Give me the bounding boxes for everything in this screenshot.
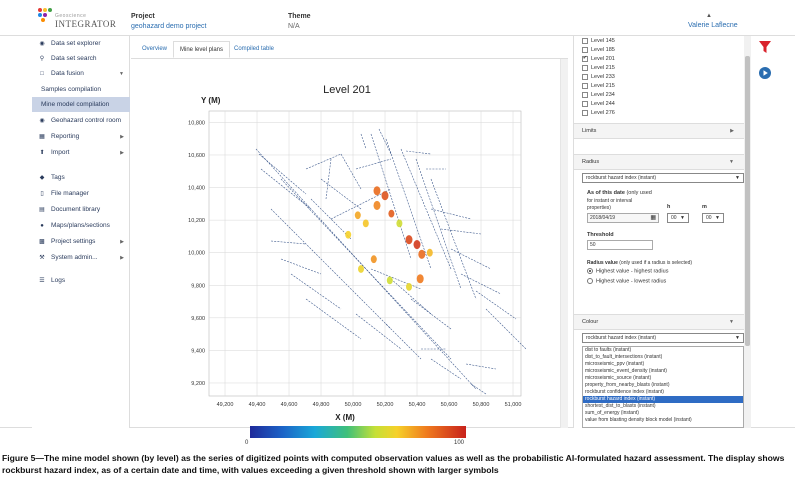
chart-title: Level 201 (323, 84, 371, 96)
tunnel-segment (431, 209, 471, 219)
right-panel (573, 36, 751, 428)
hazard-point (406, 235, 413, 244)
tunnel-segment (471, 384, 486, 394)
x-tick-label: 49,200 (216, 402, 234, 408)
sidebar-item-label: Tags (51, 174, 65, 181)
as-of-date-rest: (only used (626, 190, 652, 196)
hazard-point (396, 219, 402, 227)
hazard-point (363, 219, 369, 227)
tunnel-segment (291, 274, 341, 309)
level-item[interactable] (582, 90, 615, 99)
y-axis-label: Y (M) (201, 96, 221, 105)
sidebar-item-label: Maps/plans/sections (51, 222, 110, 229)
tunnel-segment (281, 259, 321, 274)
hazard-point (417, 274, 424, 283)
sidebar-item-file-manager[interactable] (32, 186, 130, 201)
level-label: Level 233 (591, 73, 615, 80)
tunnel-segment (386, 324, 421, 359)
sidebar-item-label: Import (51, 149, 70, 156)
sidebar-item-label: System admin... (51, 254, 98, 261)
x-axis-label: X (M) (335, 413, 355, 422)
chevron-down-icon: ▼ (680, 215, 685, 221)
search-icon: ⚲ (39, 56, 45, 62)
panel-scrollbar-thumb[interactable] (745, 56, 750, 346)
x-tick-label: 50,000 (344, 402, 362, 408)
tunnel-segment (406, 151, 431, 154)
figure-caption: Figure 5—The mine model shown (by level) as the series of digitized points with computed observation values as well as the probabilistic AI-formulated hazard assessment. The display shows rockburst hazard index, as of a certain date and time, with values exceeding a given threshold shown with larger symbols (2, 453, 785, 475)
checkbox[interactable] (582, 92, 588, 98)
as-of-date-line3: properties) (587, 205, 611, 211)
tunnel-segment (341, 154, 361, 189)
colour-label: Colour (582, 319, 599, 325)
x-tick-label: 50,800 (472, 402, 490, 408)
as-of-date-line2: for instant or interval (587, 198, 633, 204)
x-tick-label: 49,800 (312, 402, 330, 408)
colour-scale-bar (250, 426, 466, 438)
colour-select[interactable] (582, 333, 744, 343)
sidebar-item-project-settings[interactable] (32, 234, 130, 249)
checkbox[interactable] (582, 74, 588, 80)
sidebar-item-system-admin[interactable] (32, 250, 130, 265)
sidebar-item-label: File manager (51, 190, 89, 197)
hazard-point (345, 231, 351, 239)
y-tick-label: 9,600 (191, 315, 205, 322)
radio-highest-radius-label: Highest value - highest radius (596, 268, 669, 275)
sidebar-item-maps-plans-sections[interactable] (32, 218, 130, 233)
sidebar-item-label: Geohazard control room (51, 117, 122, 124)
calendar-icon[interactable]: ▦ (650, 215, 656, 221)
x-tick-label: 50,400 (408, 402, 426, 408)
chart-grid (209, 111, 521, 396)
sidebar-item-label: Samples compilation (41, 86, 101, 93)
y-tick-label: 10,200 (188, 218, 205, 225)
upload-icon: ⬆ (39, 150, 45, 156)
tab-compiled-table[interactable]: Compiled table (234, 46, 275, 52)
threshold-label: Threshold (587, 232, 614, 238)
colour-option[interactable]: sum_of_energy (instant) (585, 410, 639, 416)
tunnel-segment (441, 229, 481, 234)
colour-option[interactable]: dist to faults (instant) (585, 347, 632, 353)
level-plan-chart[interactable] (131, 59, 560, 428)
y-tick-label: 10,000 (188, 250, 205, 257)
logo-dots-icon (38, 8, 54, 26)
logo-word: INTEGRATOR (55, 19, 117, 29)
x-tick-label: 49,600 (280, 402, 298, 408)
colour-scale-max: 100 (454, 440, 465, 446)
tab-overview[interactable]: Overview (142, 46, 168, 52)
colour-scale-min: 0 (245, 440, 249, 446)
level-label: Level 201 (591, 55, 615, 62)
colour-option[interactable]: microseismic_event_density (instant) (585, 368, 667, 374)
chevron-right-icon: ▶ (120, 254, 124, 261)
level-item[interactable] (582, 108, 615, 117)
sidebar-item-label: Reporting (51, 133, 80, 140)
checkbox-checked[interactable]: ✔ (582, 55, 588, 61)
hazard-point (414, 240, 421, 249)
hour-select[interactable] (667, 213, 689, 223)
hour-value: 00 (671, 215, 677, 221)
hazard-point (388, 210, 394, 218)
plot-frame (209, 111, 521, 396)
sidebar-item-document-library[interactable] (32, 202, 130, 217)
colour-option[interactable]: shortest_dist_to_blasts (instant) (585, 403, 656, 409)
colour-section[interactable] (574, 314, 744, 330)
sidebar (32, 36, 130, 428)
hazard-point (387, 276, 393, 284)
colour-options-list[interactable] (582, 346, 744, 428)
hazard-point (358, 265, 364, 273)
radius-value-label (587, 260, 692, 266)
y-tick-label: 9,400 (191, 348, 205, 355)
mine-tunnels (256, 129, 526, 394)
logo-small-text: Geoscience (55, 13, 87, 19)
hazard-point (418, 250, 425, 259)
minute-label: m (702, 204, 707, 210)
play-icon[interactable] (759, 67, 771, 79)
chevron-down-icon: ▼ (729, 159, 734, 165)
top-bar (0, 0, 795, 36)
globe-icon: ◉ (39, 41, 45, 47)
chevron-down-icon: ▼ (715, 215, 720, 221)
radius-section[interactable] (574, 154, 744, 170)
level-item[interactable] (582, 72, 615, 81)
project-label: Project (131, 13, 155, 20)
project-value[interactable]: geohazard demo project (131, 23, 207, 30)
tunnel-segment (321, 179, 361, 209)
colour-option[interactable]: value from blasting density block model (instant) (585, 417, 692, 423)
sidebar-item-label: Data set explorer (51, 40, 101, 47)
book-icon: ▤ (39, 207, 45, 213)
radio-highest-radius[interactable] (587, 268, 668, 274)
tag-icon: ◆ (39, 175, 45, 181)
sidebar-item-tags[interactable] (32, 170, 130, 185)
colour-option[interactable]: microseismic_source (instant) (585, 375, 652, 381)
tunnel-segment (371, 269, 421, 289)
user-name[interactable]: Valerie Laflecne (688, 22, 738, 29)
colour-option[interactable]: dist_to_fault_intersections (instant) (585, 354, 663, 360)
y-tick-label: 9,200 (191, 380, 205, 387)
radius-label: Radius (582, 159, 600, 165)
tunnel-segment (431, 359, 461, 379)
folder-icon: □ (40, 70, 44, 77)
tunnel-segment (356, 314, 401, 349)
hazard-point (374, 186, 381, 195)
level-label: Level 185 (591, 46, 615, 53)
as-of-date-label (587, 190, 652, 196)
tunnel-segment (416, 159, 461, 289)
sidebar-item-import[interactable] (32, 145, 130, 160)
hazard-point (382, 191, 389, 200)
level-label: Level 215 (591, 82, 615, 89)
theme-label: Theme (288, 13, 311, 20)
tab-mine-level-plans[interactable]: Mine level plans (173, 41, 230, 58)
theme-value[interactable]: N/A (288, 23, 300, 30)
sidebar-item-reporting[interactable] (32, 129, 130, 144)
wrench-icon: ⚒ (39, 255, 45, 261)
y-tick-label: 10,600 (188, 152, 205, 159)
hazard-point (374, 201, 381, 210)
x-tick-label: 49,400 (248, 402, 266, 408)
chevron-down-icon: ▼ (729, 319, 734, 325)
date-value: 2018/04/19 (590, 215, 616, 221)
level-label: Level 215 (591, 64, 615, 71)
threshold-input[interactable] (587, 240, 653, 250)
radio-lowest-radius[interactable] (587, 278, 666, 284)
radio-lowest-radius-label: Highest value - lowest radius (596, 278, 667, 285)
radius-value-bold: Radius value (587, 260, 618, 266)
tunnel-segment (271, 241, 306, 244)
checkbox[interactable] (582, 65, 588, 71)
globe-icon: ◉ (39, 118, 45, 124)
sidebar-item-label: Project settings (51, 238, 96, 245)
tunnel-segment (476, 291, 516, 319)
chevron-right-icon: ▶ (730, 128, 734, 134)
colour-option[interactable]: rockburst hazard index (instant) (583, 396, 743, 403)
tunnel-segment (281, 179, 451, 359)
chart-ticks (188, 120, 521, 408)
colour-option[interactable]: microseismic_ppv (instant) (585, 361, 645, 367)
chart-scrollbar[interactable] (560, 59, 568, 428)
x-tick-label: 51,000 (504, 402, 522, 408)
level-label: Level 145 (591, 37, 615, 44)
date-input[interactable] (587, 213, 659, 223)
limits-section[interactable] (574, 123, 744, 139)
tunnel-segment (259, 154, 306, 194)
checkbox[interactable] (582, 83, 588, 89)
hour-label: h (667, 204, 671, 210)
hazard-point (406, 283, 412, 291)
sidebar-item-geohazard-control-room[interactable] (32, 113, 130, 128)
checkbox[interactable] (582, 101, 588, 107)
chevron-down-icon: ▼ (119, 70, 124, 77)
tunnel-segment (361, 134, 366, 149)
sidebar-item-data-set-explorer[interactable] (32, 36, 130, 51)
sidebar-item-label: Data fusion (51, 70, 84, 77)
tunnel-segment (261, 169, 311, 209)
sidebar-item-label: Logs (51, 277, 66, 284)
list-icon: ☰ (39, 278, 45, 284)
sidebar-item-label: Mine model compilation (41, 101, 110, 108)
sidebar-item-data-fusion[interactable] (32, 66, 130, 81)
level-label: Level 276 (591, 109, 615, 116)
settings-icon: ▩ (39, 239, 45, 245)
tunnel-segment (386, 139, 431, 269)
sidebar-item-data-set-search[interactable] (32, 51, 130, 66)
colour-option[interactable]: property_from_nearby_blasts (instant) (585, 382, 670, 388)
level-item[interactable] (582, 81, 615, 90)
level-item[interactable] (582, 54, 615, 63)
sidebar-item-label: Document library (51, 206, 101, 213)
panel-scrollbar[interactable] (744, 36, 751, 428)
radio-button-on[interactable] (587, 268, 593, 274)
x-tick-label: 50,200 (376, 402, 394, 408)
hazard-point (371, 255, 377, 263)
level-item[interactable] (582, 99, 615, 108)
level-item[interactable] (582, 36, 615, 45)
chevron-right-icon: ▶ (120, 238, 124, 245)
sidebar-item-logs[interactable] (32, 273, 130, 288)
minute-select[interactable] (702, 213, 724, 223)
sidebar-item-samples-compilation[interactable] (32, 82, 130, 97)
colour-select-value: rockburst hazard index (instant) (586, 335, 657, 341)
tunnel-segment (451, 249, 491, 269)
level-item[interactable] (582, 63, 615, 72)
hazard-point (355, 211, 361, 219)
user-icon[interactable]: ▲ (706, 13, 712, 19)
limits-label: Limits (582, 128, 597, 134)
radius-select[interactable] (582, 173, 744, 183)
hazard-points (345, 186, 433, 291)
chevron-down-icon: ▼ (735, 335, 740, 341)
y-tick-label: 10,800 (188, 120, 205, 127)
sidebar-item-mine-model-compilation[interactable] (32, 97, 130, 112)
level-item[interactable] (582, 45, 615, 54)
minute-value: 00 (706, 215, 712, 221)
threshold-value: 50 (590, 242, 596, 248)
tunnel-segment (326, 159, 331, 199)
colour-option[interactable]: rockburst confidence index (instant) (585, 389, 664, 395)
level-label: Level 244 (591, 100, 615, 107)
radio-button-off[interactable] (587, 278, 593, 284)
radius-select-value: rockburst hazard index (instant) (586, 175, 657, 181)
x-tick-label: 50,600 (440, 402, 458, 408)
file-icon: ▯ (40, 191, 44, 197)
chevron-right-icon: ▶ (120, 149, 124, 156)
map-marker-icon: ● (40, 222, 44, 229)
chevron-down-icon: ▼ (735, 175, 740, 181)
checkbox[interactable] (582, 38, 588, 44)
y-tick-label: 10,400 (188, 185, 205, 192)
tunnel-segment (306, 154, 341, 169)
tunnel-segment (356, 159, 391, 169)
hazard-point (427, 249, 433, 257)
tunnel-segment (486, 309, 526, 349)
checkbox[interactable] (582, 110, 588, 116)
sidebar-item-label: Data set search (51, 55, 97, 62)
radius-value-rest: (only used if a radius is selected) (619, 260, 693, 266)
tunnel-segment (431, 179, 476, 299)
as-of-date-bold: As of this date (587, 190, 625, 196)
checkbox[interactable] (582, 47, 588, 53)
level-label: Level 234 (591, 91, 615, 98)
y-tick-label: 9,800 (191, 283, 205, 290)
calendar-icon: ▦ (39, 134, 45, 140)
chevron-right-icon: ▶ (120, 133, 124, 140)
filter-icon[interactable] (759, 41, 771, 53)
